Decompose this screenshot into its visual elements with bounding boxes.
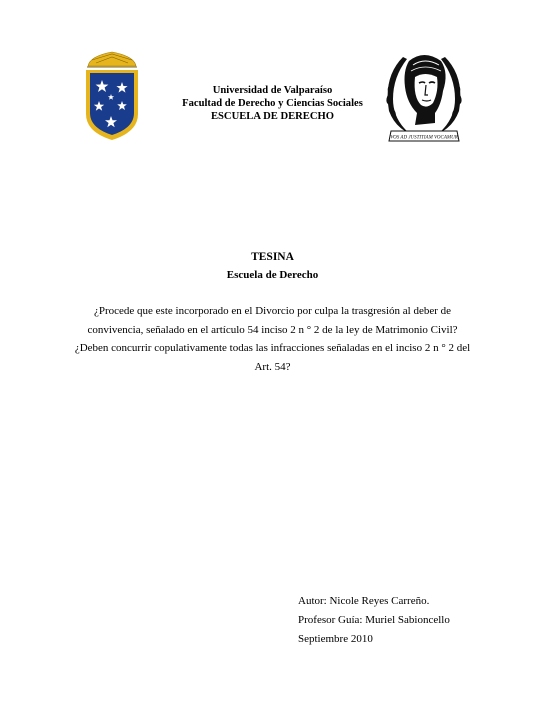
faculty-name: Facultad de Derecho y Ciencias Sociales xyxy=(182,98,363,109)
institution-header xyxy=(150,84,395,123)
research-question xyxy=(70,302,475,376)
date-line: Septiembre 2010 xyxy=(298,633,373,645)
university-shield-logo xyxy=(82,46,142,142)
classical-head-icon xyxy=(405,55,446,125)
advisor-line: Profesor Guía: Muriel Sabioncello xyxy=(298,614,450,626)
title-block xyxy=(0,250,545,282)
question-part-2: ¿Deben concurrir copulativamente todas las infracciones señaladas en el inciso 2 n ° 2 del Art. 54? xyxy=(74,342,471,373)
university-name: Universidad de Valparaíso xyxy=(212,85,333,96)
law-school-seal-logo xyxy=(379,47,469,147)
credits-block xyxy=(298,592,528,649)
sun-crest-icon xyxy=(87,52,137,67)
document-type: TESINA xyxy=(251,251,294,263)
school-name: ESCUELA DE DERECHO xyxy=(210,111,335,122)
document-school: Escuela de Derecho xyxy=(226,269,319,281)
seal-motto: VOS AD JUSTITIAM VOCAMUR xyxy=(390,135,458,141)
question-part-1: ¿Procede que este incorporado en el Divorcio por culpa la trasgresión al deber de convivencia, señalado en el artículo 54 inciso 2 n ° 2 de la ley de Matrimonio Civil? xyxy=(87,305,458,336)
author-line: Autor: Nicole Reyes Carreño. xyxy=(298,595,430,607)
